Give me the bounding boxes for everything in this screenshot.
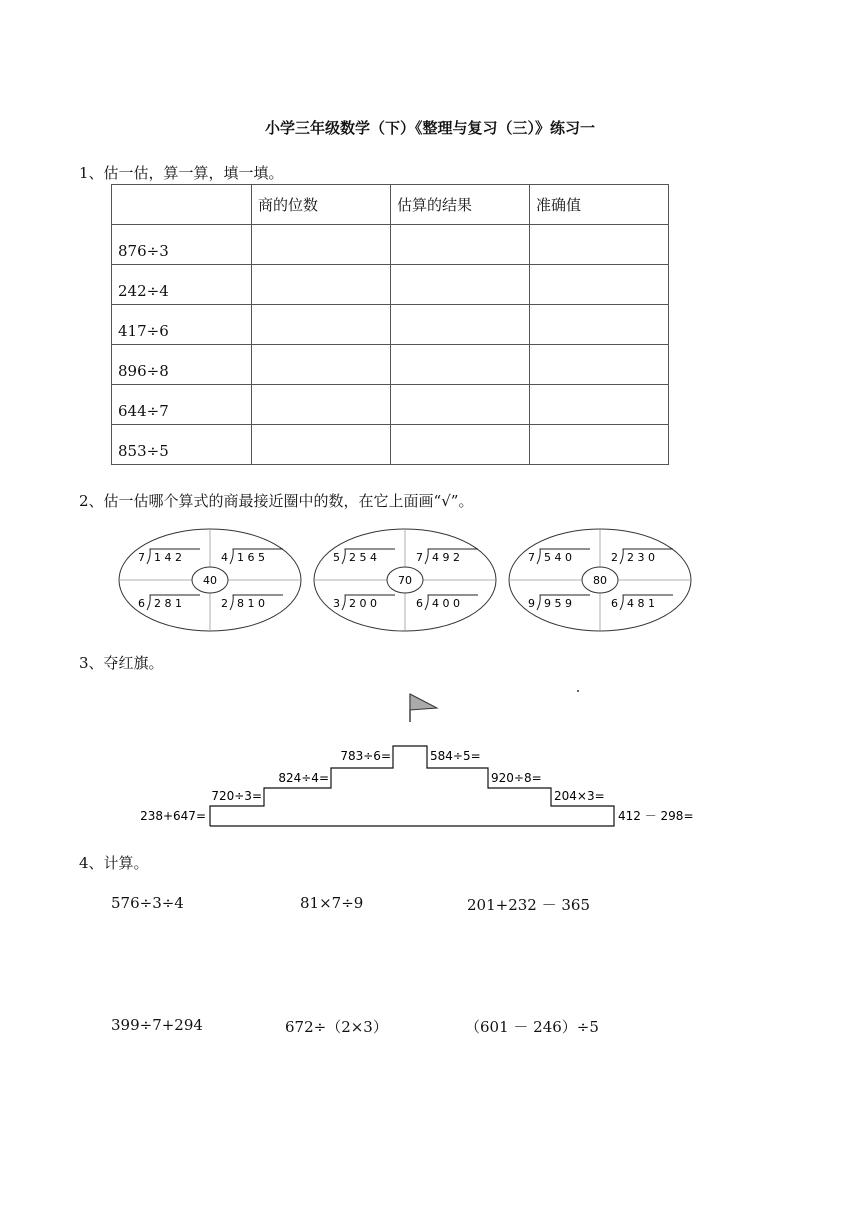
table-header-row [112,185,669,225]
dividend: 4 8 1 [627,597,655,610]
calc-expression: 201+232 － 365 [467,896,590,914]
divisor: 2 [611,551,618,564]
step-label: 412 － 298= [618,809,694,823]
divisor: 4 [221,551,228,564]
question-3-prompt: 3、夺红旗。 [79,654,164,672]
divisor: 7 [528,551,535,564]
answer-cell[interactable] [252,265,391,305]
answer-cell[interactable] [252,385,391,425]
question-2-prompt: 2、估一估哪个算式的商最接近圈中的数，在它上面画“√”。 [79,492,474,510]
step-label: 204×3= [554,789,605,803]
calc-expression: （601 － 246）÷5 [465,1018,599,1036]
table-row [112,345,669,385]
table-header-cell: 商的位数 [252,185,391,225]
answer-cell[interactable] [252,225,391,265]
calc-expression: 576÷3÷4 [111,894,184,912]
divisor: 6 [611,597,618,610]
answer-cell[interactable] [252,305,391,345]
dividend: 5 4 0 [544,551,572,564]
answer-cell[interactable] [252,425,391,465]
answer-cell[interactable] [391,385,530,425]
answer-cell[interactable] [391,225,530,265]
divisor: 9 [528,597,535,610]
expression-cell: 242÷4 [112,265,252,305]
red-flag-staircase [130,688,730,833]
step-label: 920÷8= [491,771,542,785]
answer-cell[interactable] [252,345,391,385]
expression-cell: 644÷7 [112,385,252,425]
dividend: 2 0 0 [349,597,377,610]
expression-cell: 853÷5 [112,425,252,465]
dividend: 8 1 0 [237,597,265,610]
expression-cell: 896÷8 [112,345,252,385]
table-header-cell: 准确值 [530,185,669,225]
answer-cell[interactable] [530,265,669,305]
divisor: 7 [416,551,423,564]
answer-cell[interactable] [530,225,669,265]
answer-cell[interactable] [530,345,669,385]
dividend: 1 4 2 [154,551,182,564]
flag-icon [410,694,437,710]
answer-cell[interactable] [391,345,530,385]
answer-cell[interactable] [530,425,669,465]
table-header-cell [112,185,252,225]
answer-cell[interactable] [530,385,669,425]
step-label: 584÷5= [430,749,481,763]
table-row [112,265,669,305]
table-row [112,425,669,465]
center-number: 70 [398,574,412,587]
divisor: 6 [416,597,423,610]
center-number: 80 [593,574,607,587]
page-title: 小学三年级数学（下）《整理与复习（三）》练习一 [264,119,595,137]
expression-cell: 876÷3 [112,225,252,265]
dividend: 4 9 2 [432,551,460,564]
divisor: 6 [138,597,145,610]
answer-cell[interactable] [530,305,669,345]
dividend: 4 0 0 [432,597,460,610]
dividend: 9 5 9 [544,597,572,610]
step-label: 783÷6= [340,749,391,763]
table-row [112,305,669,345]
stray-dot [577,690,579,692]
divisor: 5 [333,551,340,564]
calc-expression: 672÷（2×3） [285,1018,388,1036]
dividend: 2 3 0 [627,551,655,564]
step-label: 824÷4= [278,771,329,785]
dividend: 1 6 5 [237,551,265,564]
question-4-prompt: 4、计算。 [79,854,149,872]
estimation-table [111,184,669,465]
divisor: 3 [333,597,340,610]
answer-cell[interactable] [391,305,530,345]
step-label: 238+647= [140,809,206,823]
calc-expression: 81×7÷9 [300,894,364,912]
expression-cell: 417÷6 [112,305,252,345]
dividend: 2 8 1 [154,597,182,610]
calc-expression: 399÷7+294 [111,1016,203,1034]
center-number: 40 [203,574,217,587]
oval-groups [118,527,698,637]
table-row [112,225,669,265]
table-header-cell: 估算的结果 [391,185,530,225]
answer-cell[interactable] [391,265,530,305]
answer-cell[interactable] [391,425,530,465]
question-1-prompt: 1、估一估，算一算，填一填。 [79,164,284,182]
staircase-outline [210,746,614,826]
dividend: 2 5 4 [349,551,377,564]
divisor: 2 [221,597,228,610]
divisor: 7 [138,551,145,564]
step-label: 720÷3= [211,789,262,803]
table-row [112,385,669,425]
